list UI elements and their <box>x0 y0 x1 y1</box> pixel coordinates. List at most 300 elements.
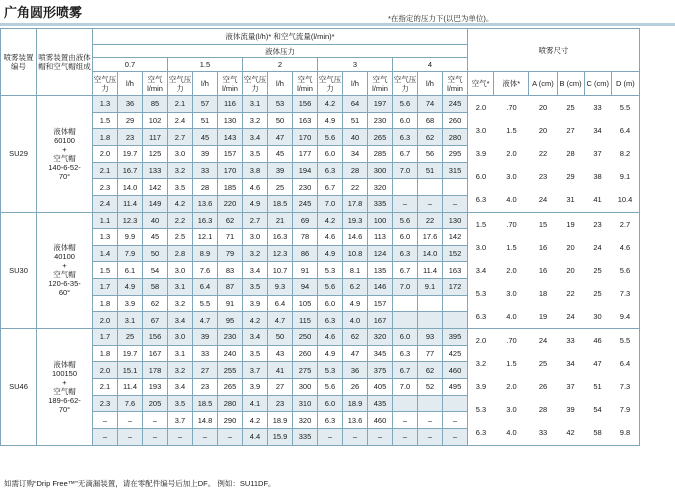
flow-value: 3.4 <box>243 262 268 279</box>
flow-value: 375 <box>368 362 393 379</box>
flow-value: 19.7 <box>118 345 143 362</box>
flow-value: 5.5 <box>193 295 218 312</box>
flow-value: 335 <box>293 428 318 445</box>
flow-value: 53 <box>268 96 293 113</box>
dimension-row <box>468 195 639 204</box>
flow-value: 56 <box>418 145 443 162</box>
flow-value <box>443 312 468 329</box>
flow-value: 10.8 <box>343 245 368 262</box>
flow-value: 14.0 <box>118 179 143 196</box>
dimension-value: 5.5 <box>619 336 631 346</box>
flow-value: 28 <box>343 162 368 179</box>
flow-value: 7.6 <box>193 262 218 279</box>
flow-value: 310 <box>293 395 318 412</box>
flow-value: 3.4 <box>243 129 268 146</box>
flow-value: 13.6 <box>343 412 368 429</box>
flow-value: 149 <box>143 195 168 212</box>
header-dim-col-2: A (cm) <box>529 72 557 96</box>
flow-value: 6.7 <box>393 145 418 162</box>
dimension-row <box>468 428 639 437</box>
dimension-value: 1.5 <box>506 242 517 252</box>
header-pressure-4: 4 <box>393 58 468 72</box>
dimension-value: 25 <box>593 265 602 275</box>
flow-value: 255 <box>218 362 243 379</box>
flow-value: 79 <box>218 245 243 262</box>
flow-value: 280 <box>218 395 243 412</box>
dimension-value: .70 <box>506 336 517 346</box>
dimension-value: 34 <box>566 359 575 369</box>
flow-value: 2.0 <box>93 145 118 162</box>
dimension-block <box>468 96 640 213</box>
flow-value: 6.2 <box>343 279 368 296</box>
dimension-value: 8.2 <box>619 149 631 159</box>
dimension-block <box>468 212 640 329</box>
flow-value: 167 <box>143 345 168 362</box>
flow-value: 1.8 <box>93 295 118 312</box>
flow-value: 6.3 <box>393 129 418 146</box>
flow-value: 157 <box>218 145 243 162</box>
flow-value: 4.2 <box>168 195 193 212</box>
flow-value: 116 <box>218 96 243 113</box>
dimension-value: 2.0 <box>506 149 517 159</box>
flow-value: 43 <box>268 345 293 362</box>
flow-value: 4.7 <box>193 312 218 329</box>
flow-value: 62 <box>418 362 443 379</box>
header-air-lmin: 空气l/min <box>143 72 168 96</box>
flow-value: 6.7 <box>318 179 343 196</box>
flow-value: 16.3 <box>193 212 218 229</box>
flow-value: – <box>218 428 243 445</box>
flow-value: 14.8 <box>193 412 218 429</box>
dimension-value: 6.4 <box>619 359 631 369</box>
flow-value: 51 <box>193 112 218 129</box>
flow-value: 23 <box>268 395 293 412</box>
flow-value: 405 <box>368 378 393 395</box>
flow-value: 102 <box>143 112 168 129</box>
flow-value: 8.9 <box>193 245 218 262</box>
flow-value: 2.0 <box>93 312 118 329</box>
flow-value: 33 <box>193 162 218 179</box>
dimension-value: 33 <box>538 428 548 438</box>
flow-value: 156 <box>293 96 318 113</box>
flow-value: 6.3 <box>318 162 343 179</box>
flow-value: 193 <box>143 378 168 395</box>
flow-value: 62 <box>143 295 168 312</box>
flow-value: 495 <box>443 378 468 395</box>
flow-value: 115 <box>293 312 318 329</box>
flow-value: 5.6 <box>318 129 343 146</box>
flow-value: 4.6 <box>243 179 268 196</box>
flow-value: – <box>443 428 468 445</box>
flow-value: 9.9 <box>118 229 143 246</box>
flow-value: 7.0 <box>393 279 418 296</box>
dimension-value: 2.0 <box>506 265 517 275</box>
flow-value: 1.4 <box>93 245 118 262</box>
header-liquid-lh: l/h <box>418 72 443 96</box>
dimension-value: 22 <box>538 149 548 159</box>
header-air-pressure: 空气压力 <box>318 72 343 96</box>
flow-value: 4.6 <box>318 229 343 246</box>
flow-value: 6.3 <box>318 312 343 329</box>
flow-value: 77 <box>418 345 443 362</box>
flow-value: – <box>418 412 443 429</box>
header-air-lmin: 空气l/min <box>368 72 393 96</box>
flow-value: 45 <box>143 229 168 246</box>
dimension-value: 3.9 <box>475 149 487 159</box>
dimension-value: 3.9 <box>475 382 487 392</box>
header-pressure-1: 1.5 <box>168 58 243 72</box>
flow-value: 7.0 <box>393 378 418 395</box>
dimension-value: 20 <box>538 126 548 136</box>
flow-value: 11.4 <box>418 262 443 279</box>
flow-value: 22 <box>343 179 368 196</box>
flow-value: 71 <box>218 229 243 246</box>
dimension-row <box>468 266 639 275</box>
flow-value: 4.9 <box>318 112 343 129</box>
dimension-value: 15 <box>538 219 548 229</box>
flow-value: 185 <box>218 179 243 196</box>
flow-value: 64 <box>343 96 368 113</box>
flow-value: 94 <box>293 279 318 296</box>
flow-value: 3.8 <box>243 162 268 179</box>
dimension-value: 33 <box>566 336 575 346</box>
flow-value: 17.6 <box>418 229 443 246</box>
flow-value: 86 <box>293 245 318 262</box>
flow-value: 2.7 <box>243 212 268 229</box>
header-pressure-0: 0.7 <box>93 58 168 72</box>
flow-value: 125 <box>143 145 168 162</box>
dimension-value: 16 <box>538 242 548 252</box>
flow-value: – <box>118 428 143 445</box>
dimension-value: 4.0 <box>506 195 517 205</box>
flow-value: 68 <box>418 112 443 129</box>
flow-value: 4.2 <box>243 312 268 329</box>
flow-value: 58 <box>143 279 168 296</box>
flow-value: 2.7 <box>168 129 193 146</box>
flow-value: 130 <box>218 112 243 129</box>
flow-value: 245 <box>443 96 468 113</box>
flow-value: 2.3 <box>93 395 118 412</box>
dimension-row <box>468 405 639 414</box>
flow-value: – <box>193 428 218 445</box>
flow-value: 170 <box>218 162 243 179</box>
flow-value: – <box>393 195 418 212</box>
dimension-row <box>468 126 639 135</box>
dimension-value: 5.3 <box>475 405 487 415</box>
header-rule <box>0 23 675 26</box>
dimension-value: 10.4 <box>617 195 633 205</box>
flow-value: 13.6 <box>193 195 218 212</box>
flow-value: 7.0 <box>393 162 418 179</box>
flow-value: 146 <box>368 279 393 296</box>
flow-value: 3.2 <box>243 112 268 129</box>
dimension-value: 18 <box>538 288 548 298</box>
dimension-value: 3.0 <box>506 288 517 298</box>
flow-value: 157 <box>368 295 393 312</box>
flow-value <box>393 179 418 196</box>
flow-value: 18.9 <box>343 395 368 412</box>
header-pressure-3: 3 <box>318 58 393 72</box>
flow-value: 395 <box>443 329 468 346</box>
dimension-row <box>468 149 639 158</box>
flow-value <box>443 395 468 412</box>
header-unit-composition: 喷雾装置由液体帽和空气帽组成 <box>37 29 93 96</box>
flow-value: 3.4 <box>243 329 268 346</box>
flow-value: 62 <box>218 212 243 229</box>
flow-value: 3.5 <box>243 145 268 162</box>
flow-value: 5.6 <box>393 212 418 229</box>
table-row <box>1 212 640 229</box>
flow-value: 23 <box>193 378 218 395</box>
dimension-value: 9.4 <box>619 311 631 321</box>
flow-value: 18.9 <box>268 412 293 429</box>
flow-value: 4.0 <box>343 312 368 329</box>
header-liquid-lh: l/h <box>268 72 293 96</box>
flow-value: 3.9 <box>243 295 268 312</box>
flow-value <box>418 295 443 312</box>
dimension-value: 39 <box>566 405 575 415</box>
flow-value: 3.7 <box>168 412 193 429</box>
flow-value: – <box>118 412 143 429</box>
page-title: 广角圆形喷雾 <box>4 5 83 20</box>
dimension-value: 23 <box>538 172 548 182</box>
dimension-value: 1.5 <box>506 126 517 136</box>
dimension-value: 20 <box>538 103 548 113</box>
flow-value: 230 <box>293 179 318 196</box>
flow-value: 2.1 <box>93 378 118 395</box>
flow-value: 6.7 <box>393 262 418 279</box>
flow-value: 197 <box>368 96 393 113</box>
flow-value: 3.0 <box>243 229 268 246</box>
dimension-value: 6.3 <box>475 428 487 438</box>
flow-value: 6.3 <box>393 245 418 262</box>
flow-value: 62 <box>343 329 368 346</box>
flow-value: 178 <box>143 362 168 379</box>
flow-value: 6.3 <box>393 345 418 362</box>
dimension-value: 25 <box>593 288 602 298</box>
flow-value: 91 <box>293 262 318 279</box>
flow-value: 67 <box>143 312 168 329</box>
dimension-list <box>468 329 639 445</box>
flow-value: 93 <box>418 329 443 346</box>
flow-value: 163 <box>293 112 318 129</box>
dimension-block <box>468 329 640 446</box>
flow-value: 51 <box>343 112 368 129</box>
flow-value: 285 <box>368 145 393 162</box>
header-air-pressure: 空气压力 <box>243 72 268 96</box>
flow-value: 8.1 <box>343 262 368 279</box>
dimension-value: 28 <box>566 149 575 159</box>
flow-value: 135 <box>368 262 393 279</box>
flow-value: 45 <box>268 145 293 162</box>
flow-value: 10.7 <box>268 262 293 279</box>
flow-value <box>418 395 443 412</box>
flow-value: 435 <box>368 395 393 412</box>
flow-value: 2.0 <box>93 362 118 379</box>
dimension-value: 5.6 <box>619 265 631 275</box>
header-pressure-2: 2 <box>243 58 318 72</box>
flow-value: 50 <box>268 112 293 129</box>
dimension-value: 3.4 <box>475 265 487 275</box>
dimension-value: 6.0 <box>475 172 487 182</box>
dimension-value: 1.5 <box>475 219 487 229</box>
unit-number: SU30 <box>1 212 37 329</box>
flow-value: 5.6 <box>318 279 343 296</box>
flow-value: 152 <box>443 245 468 262</box>
flow-value: 220 <box>218 195 243 212</box>
dimension-value: 51 <box>593 382 602 392</box>
flow-value: 39 <box>193 145 218 162</box>
dimension-row <box>468 172 639 181</box>
unit-composition: 液体帽 60100 + 空气帽 140-6-52- 70° <box>37 96 93 213</box>
dimension-value: 3.0 <box>506 172 517 182</box>
flow-value: 6.1 <box>118 262 143 279</box>
flow-value: 2.8 <box>168 245 193 262</box>
flow-value: 265 <box>368 129 393 146</box>
flow-value: 18.5 <box>268 195 293 212</box>
unit-number: SU29 <box>1 96 37 213</box>
flow-value: – <box>393 428 418 445</box>
dimension-value: 28 <box>538 405 548 415</box>
flow-value: – <box>143 412 168 429</box>
flow-value: 41 <box>268 362 293 379</box>
unit-composition: 液体帽 40100 + 空气帽 120-6-35- 60° <box>37 212 93 329</box>
flow-value: – <box>443 412 468 429</box>
flow-value: 14.6 <box>343 229 368 246</box>
dimension-value: 3.0 <box>506 405 517 415</box>
flow-value: 52 <box>418 378 443 395</box>
dimension-value: 58 <box>593 428 602 438</box>
flow-value <box>443 295 468 312</box>
flow-value: 260 <box>443 112 468 129</box>
unit-composition: 液体帽 100150 + 空气帽 189-6-62- 70° <box>37 329 93 446</box>
header-dim-col-3: B (cm) <box>557 72 584 96</box>
dimension-value: 6.3 <box>475 311 487 321</box>
dimension-value: 5.5 <box>619 103 631 113</box>
dimension-row <box>468 220 639 229</box>
flow-value: 4.9 <box>318 245 343 262</box>
flow-value: 3.0 <box>168 145 193 162</box>
flow-value: 29 <box>118 112 143 129</box>
flow-value: 230 <box>218 329 243 346</box>
flow-value: 3.1 <box>243 96 268 113</box>
dimension-value: 3.0 <box>475 242 487 252</box>
flow-value: 27 <box>193 362 218 379</box>
flow-value: 27 <box>268 378 293 395</box>
flow-value: 5.3 <box>318 362 343 379</box>
header-dim-col-0: 空气* <box>468 72 494 96</box>
flow-value: 6.0 <box>318 395 343 412</box>
flow-value: 245 <box>293 195 318 212</box>
flow-value: 163 <box>443 262 468 279</box>
flow-value: – <box>443 195 468 212</box>
dimension-value: 41 <box>593 195 602 205</box>
flow-value: 19.3 <box>343 212 368 229</box>
dimension-value: 9.1 <box>619 172 631 182</box>
flow-value: 205 <box>143 395 168 412</box>
flow-value: 83 <box>218 262 243 279</box>
flow-value: 3.2 <box>168 362 193 379</box>
flow-value: – <box>343 428 368 445</box>
spray-spec-table <box>0 28 640 446</box>
flow-value: 23 <box>118 129 143 146</box>
flow-value: 16.3 <box>268 229 293 246</box>
flow-value: 142 <box>143 179 168 196</box>
header-dim-col-1: 液体* <box>494 72 529 96</box>
dimension-row <box>468 243 639 252</box>
pressure-note: *在指定的压力下(以巴为单位)。 <box>388 14 494 23</box>
flow-value: 25 <box>268 179 293 196</box>
dimension-list <box>468 213 639 329</box>
dimension-value: 4.0 <box>506 428 517 438</box>
table-row <box>1 96 640 113</box>
flow-value: 3.1 <box>118 312 143 329</box>
flow-value: 87 <box>218 279 243 296</box>
dimension-value: 7.3 <box>619 382 631 392</box>
dimension-value: 54 <box>593 405 602 415</box>
flow-value: 320 <box>368 329 393 346</box>
dimension-value: 24 <box>538 195 548 205</box>
dimension-row <box>468 382 639 391</box>
header-dim-col-4: C (cm) <box>584 72 611 96</box>
dimension-value: 4.6 <box>619 242 631 252</box>
dimension-value: 47 <box>593 359 602 369</box>
flow-value: 74 <box>418 96 443 113</box>
flow-value: 6.7 <box>393 362 418 379</box>
dimension-value: 25 <box>538 359 548 369</box>
flow-value: 11.4 <box>118 195 143 212</box>
flow-value: 25 <box>118 329 143 346</box>
flow-value: 335 <box>368 195 393 212</box>
flow-value: 250 <box>293 329 318 346</box>
flow-value: 9.3 <box>268 279 293 296</box>
dimension-value: 24 <box>593 242 602 252</box>
dimension-value: 6.4 <box>619 126 631 136</box>
flow-value: 320 <box>293 412 318 429</box>
dimension-value: 26 <box>538 382 548 392</box>
flow-value: 300 <box>293 378 318 395</box>
flow-value: 3.5 <box>243 279 268 296</box>
flow-value: 4.2 <box>318 212 343 229</box>
flow-value: 172 <box>443 279 468 296</box>
dimension-list <box>468 96 639 212</box>
flow-value: 36 <box>343 362 368 379</box>
flow-value: 3.2 <box>168 295 193 312</box>
dimension-value: 3.2 <box>475 359 487 369</box>
flow-value: 12.3 <box>118 212 143 229</box>
flow-value: 91 <box>218 295 243 312</box>
flow-value: 62 <box>418 129 443 146</box>
header-dim-col-5: D (m) <box>611 72 639 96</box>
dimension-row <box>468 103 639 112</box>
flow-value: 194 <box>293 162 318 179</box>
flow-value: 117 <box>143 129 168 146</box>
dimension-value: 42 <box>566 428 575 438</box>
flow-value: 3.5 <box>243 345 268 362</box>
flow-value: 4.6 <box>318 329 343 346</box>
flow-value: 12.1 <box>193 229 218 246</box>
flow-value: 2.3 <box>93 179 118 196</box>
flow-value: 33 <box>193 345 218 362</box>
flow-value: 17.8 <box>343 195 368 212</box>
flow-value: 6.4 <box>193 279 218 296</box>
flow-value: 130 <box>443 212 468 229</box>
flow-value: 47 <box>268 129 293 146</box>
header-liquid-lh: l/h <box>118 72 143 96</box>
flow-value: 1.7 <box>93 279 118 296</box>
dimension-value: 19 <box>538 311 548 321</box>
flow-value: – <box>93 412 118 429</box>
